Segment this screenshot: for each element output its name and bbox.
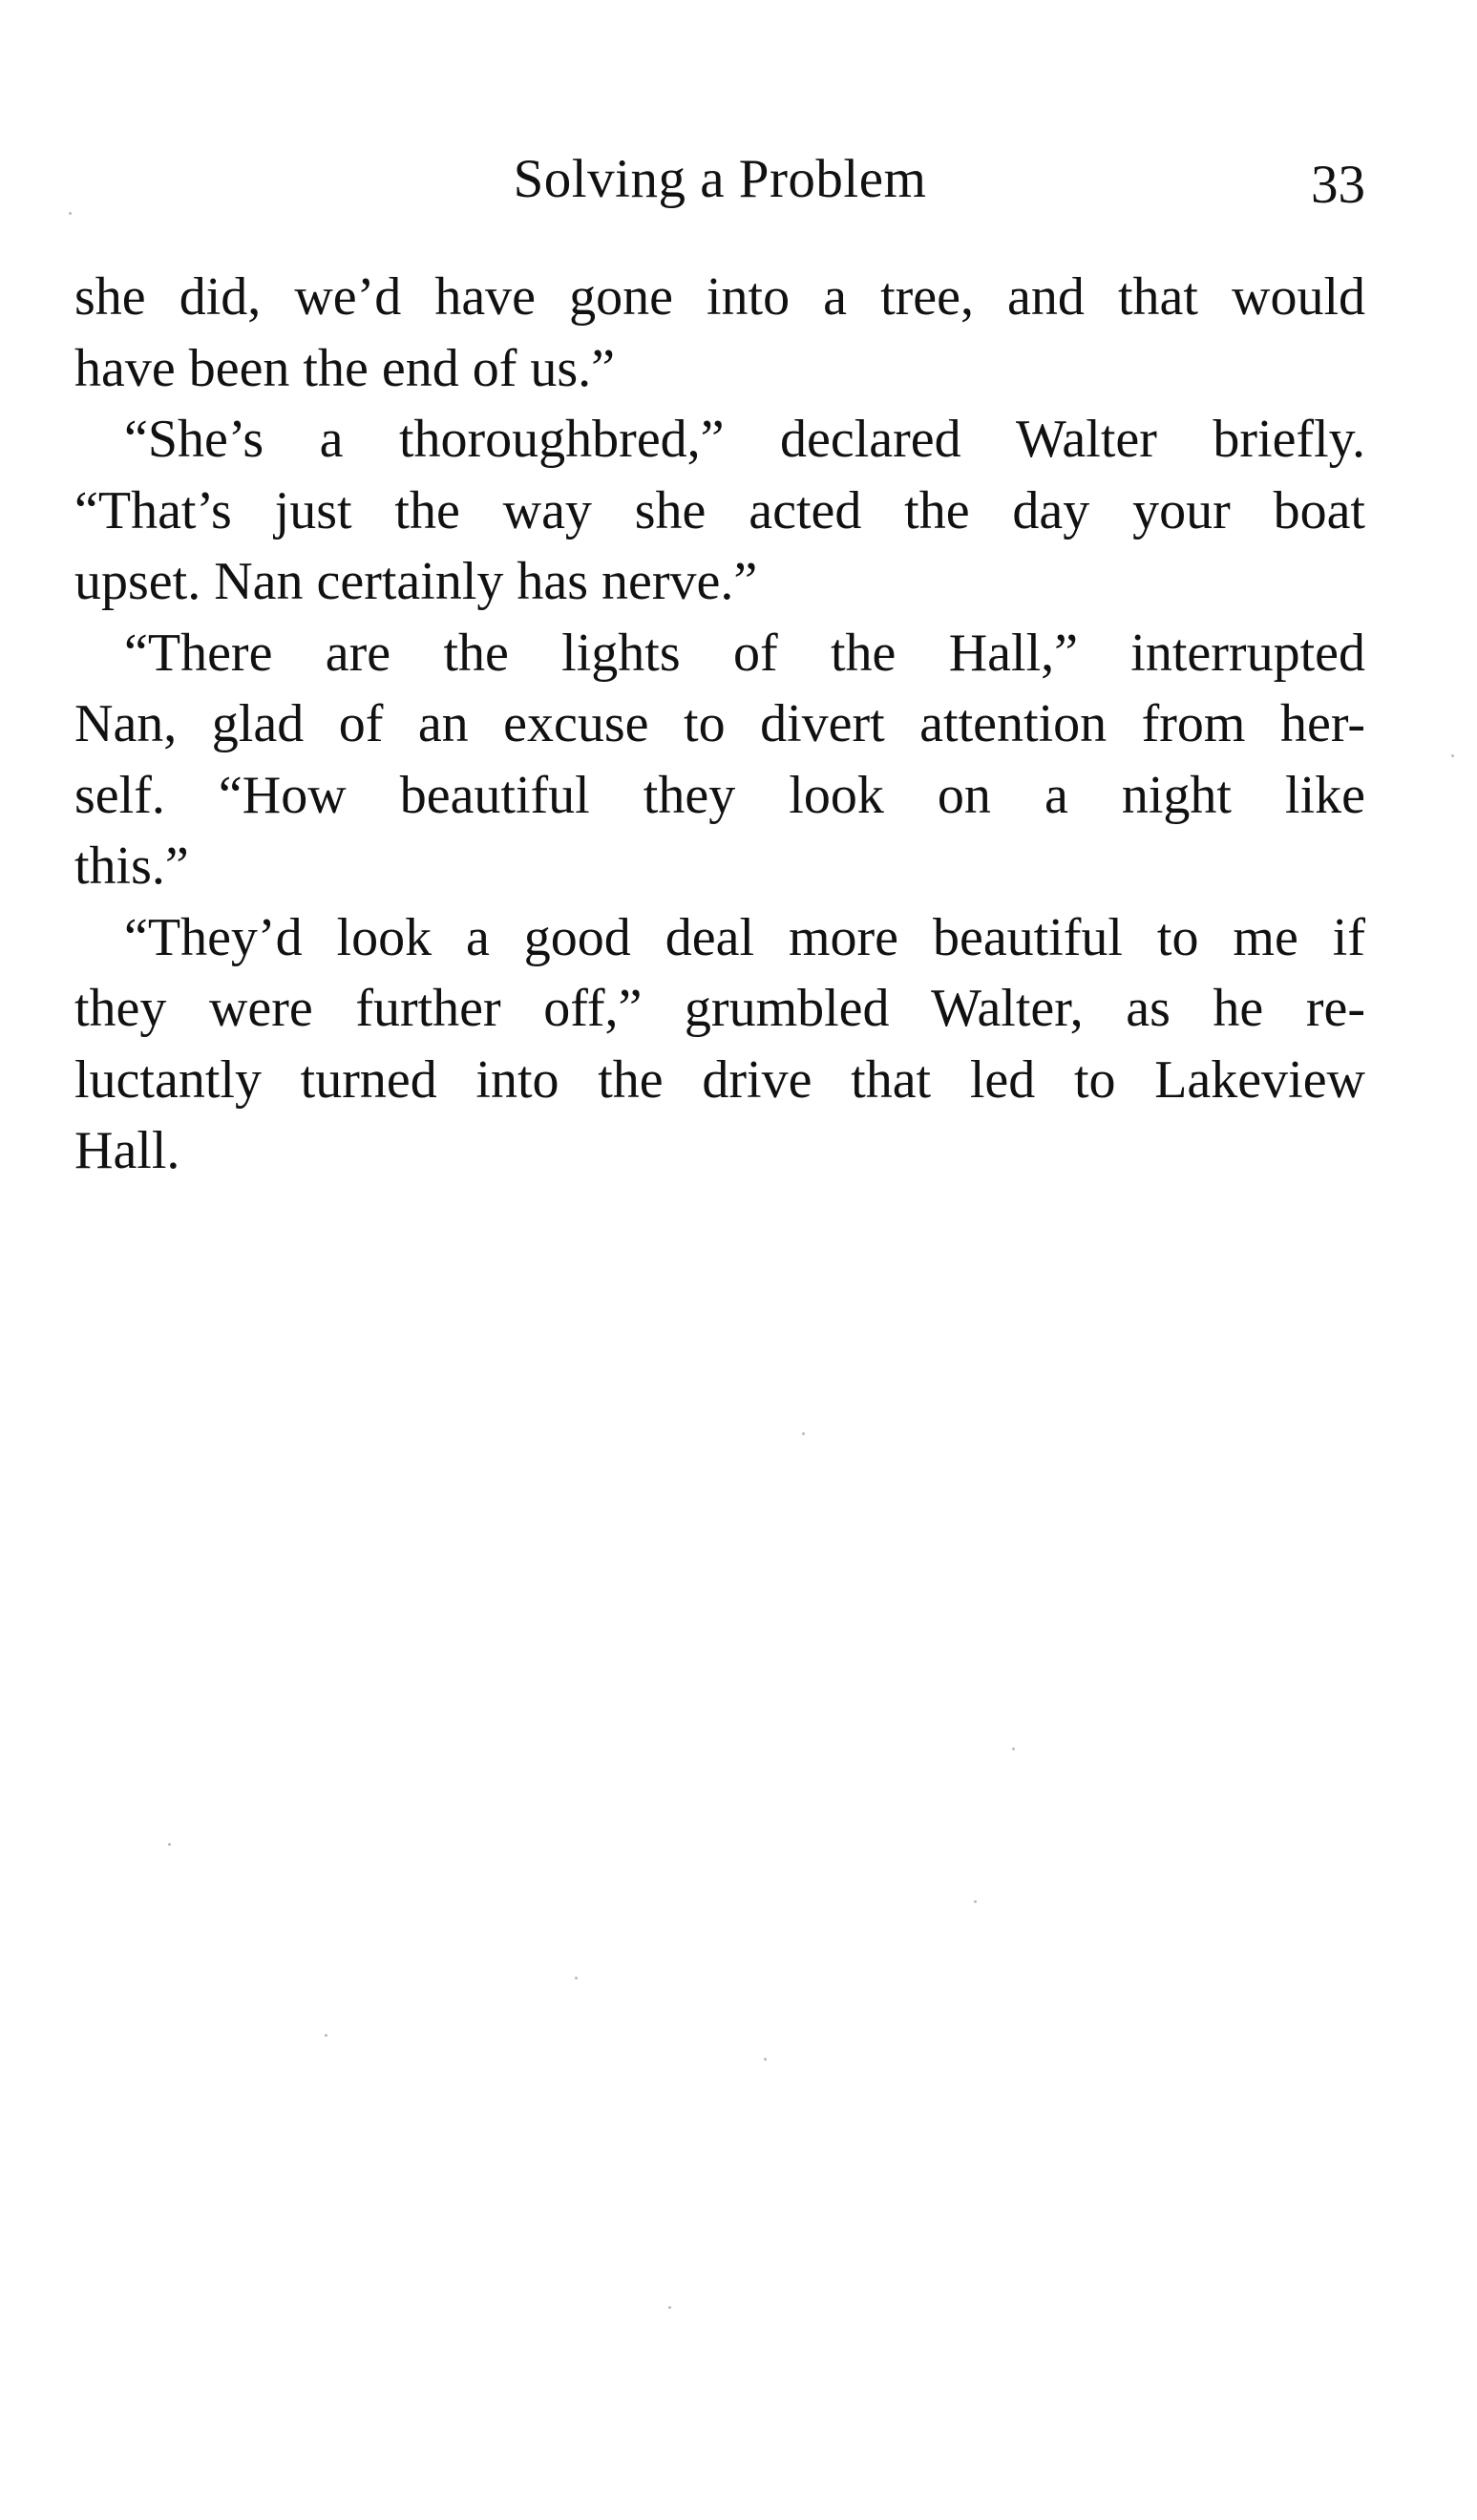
- text-line: “They’d look a good deal more beautiful to me if: [124, 907, 1365, 967]
- scan-speck: [1012, 1747, 1015, 1750]
- text-line: have been the end of us.”: [74, 338, 615, 398]
- text-line: luctantly turned into the drive that led to Lakeview: [74, 1049, 1365, 1110]
- text-line: they were further off,” grumbled Walter, as he re-: [74, 979, 1365, 1038]
- text-line: she did, we’d have gone into a tree, and that would: [74, 267, 1365, 327]
- scan-speck: [764, 2058, 767, 2061]
- page-number: 33: [1311, 155, 1365, 215]
- scan-speck: [1451, 754, 1454, 757]
- page-header: [74, 141, 1365, 218]
- text-line: this.”: [74, 836, 189, 896]
- running-title: Solving a Problem: [513, 149, 927, 209]
- text-line: Hall.: [74, 1121, 180, 1180]
- scan-speck: [69, 212, 72, 215]
- text-line: upset. Nan certainly has nerve.”: [74, 552, 758, 611]
- scan-speck: [668, 2306, 671, 2309]
- text-line: “That’s just the way she acted the day your boat: [74, 480, 1365, 540]
- text-line: Nan, glad of an excuse to divert attention from her-: [74, 694, 1365, 753]
- scan-speck: [168, 1843, 171, 1846]
- text-line: “There are the lights of the Hall,” interrupted: [124, 623, 1365, 683]
- body-text: [74, 262, 1365, 1187]
- text-line: “She’s a thoroughbred,” declared Walter briefly.: [124, 410, 1365, 469]
- scan-speck: [974, 1900, 977, 1903]
- text-line: self. “How beautiful they look on a night like: [74, 765, 1365, 825]
- scan-speck: [575, 1977, 578, 1980]
- scan-speck: [802, 1432, 805, 1435]
- scan-speck: [325, 2034, 327, 2037]
